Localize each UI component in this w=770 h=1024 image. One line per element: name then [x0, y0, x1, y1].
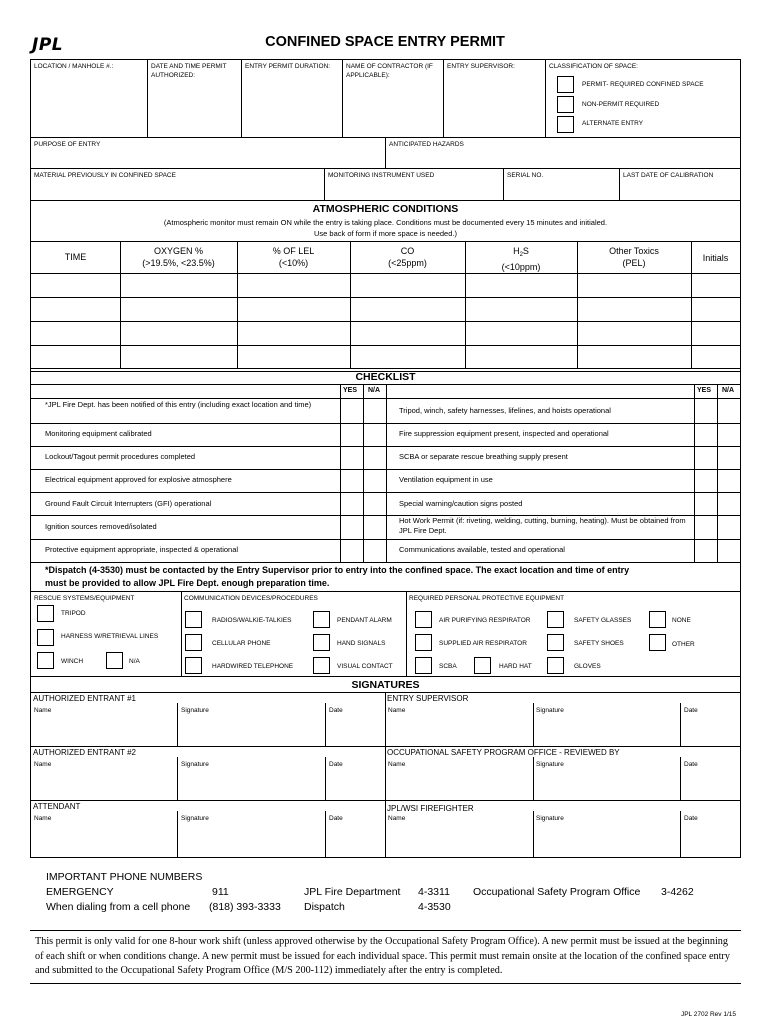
attendant-signature-field[interactable]: Signature	[181, 815, 209, 822]
permit-validity-note: This permit is only valid for one 8-hour work shift (unless approved otherwise by the Occupational Safety Program Office). A new permit must be issued at the beginning of each shift or when conditions change. A new permit must be issued for each individual space. This permit must remain onsite at the location of the confined space entry and submitted to the Occupational Safety Program Office (M/S 200-112) immediately after the entry is completed.	[30, 930, 741, 984]
firefighter-signature-field[interactable]: Signature	[536, 815, 564, 822]
winch-checkbox[interactable]	[37, 652, 54, 669]
radios-checkbox[interactable]	[185, 611, 202, 628]
alternate-entry-checkbox[interactable]	[557, 116, 574, 133]
harness-checkbox[interactable]	[37, 629, 54, 646]
emergency-number: 911	[212, 886, 229, 898]
scba-checkbox[interactable]	[415, 657, 432, 674]
atmospheric-note-2: Use back of form if more space is needed.)	[314, 229, 457, 238]
entrant1-name-field[interactable]: Name	[34, 707, 52, 714]
jpl-logo: JPL	[32, 35, 64, 55]
cellular-label: CELLULAR PHONE	[212, 640, 271, 647]
cell-number: (818) 393-3333	[209, 901, 281, 913]
entrant2-name-field[interactable]: Name	[34, 761, 52, 768]
permit-form	[30, 59, 741, 858]
h2s-header: $H_2S$ (<10ppm)	[501, 246, 541, 272]
firefighter-name-field[interactable]: Name	[388, 815, 406, 822]
check-scba-present: SCBA or separate rescue breathing supply present	[399, 452, 568, 461]
check-tripod-winch: Tripod, winch, safety harnesses, lifelines, and hoists operational	[399, 406, 611, 415]
hazards-field[interactable]: ANTICIPATED HAZARDS	[389, 141, 464, 148]
hand-signals-label: HAND SIGNALS	[337, 640, 386, 647]
scba-label: SCBA	[439, 663, 457, 670]
dispatch-note-1: *Dispatch (4-3530) must be contacted by the Entry Supervisor prior to entry into the confined space. The exact location and time of entry	[45, 565, 630, 575]
form-number: JPL 2702 Rev 1/15	[680, 1011, 736, 1018]
check-protective-equipment: Protective equipment appropriate, inspected & operational	[45, 545, 239, 554]
rescue-na-checkbox[interactable]	[106, 652, 123, 669]
permit-required-checkbox[interactable]	[557, 76, 574, 93]
oxygen-header: OXYGEN % (>19.5%, <23.5%)	[142, 246, 215, 268]
alternate-entry-label: ALTERNATE ENTRY	[582, 120, 644, 127]
osp-date-field[interactable]: Date	[684, 761, 698, 768]
emergency-label: EMERGENCY	[46, 886, 114, 898]
entrant1-signature-field[interactable]: Signature	[181, 707, 209, 714]
safety-glasses-label: SAFETY GLASSES	[574, 617, 632, 624]
air-purifying-label: AIR PURIFYING RESPIRATOR	[439, 617, 531, 624]
dispatch-label: Dispatch	[304, 901, 345, 913]
purpose-row	[31, 138, 740, 169]
check-fire-suppression: Fire suppression equipment present, inspected and operational	[399, 429, 609, 438]
osp-signature-field[interactable]: Signature	[536, 761, 564, 768]
fire-dept-number: 4-3311	[418, 886, 450, 898]
serial-field[interactable]: SERIAL NO.	[504, 169, 620, 200]
visual-label: VISUAL CONTACT	[337, 663, 393, 670]
purpose-field[interactable]: PURPOSE OF ENTRY	[31, 138, 386, 168]
supervisor-field[interactable]: ENTRY SUPERVISOR:	[444, 60, 546, 137]
entrant2-label: AUTHORIZED ENTRANT #2	[33, 748, 136, 757]
check-lockout-tagout: Lockout/Tagout permit procedures completed	[45, 452, 196, 461]
permit-required-label: PERMIT- REQUIRED CONFINED SPACE	[582, 81, 704, 88]
check-monitoring-calibrated: Monitoring equipment calibrated	[45, 429, 152, 438]
harness-label: HARNESS W/RETRIEVAL LINES	[61, 633, 159, 640]
safety-glasses-checkbox[interactable]	[547, 611, 564, 628]
gloves-label: GLOVES	[574, 663, 601, 670]
ppe-other-label: OTHER	[672, 641, 695, 648]
page-title: CONFINED SPACE ENTRY PERMIT	[265, 34, 505, 50]
check-ventilation: Ventilation equipment in use	[399, 475, 493, 484]
air-purifying-checkbox[interactable]	[415, 611, 432, 628]
firefighter-label: JPL/WSI FIREFIGHTER	[387, 804, 474, 813]
tripod-label: TRIPOD	[61, 610, 86, 617]
hardwired-checkbox[interactable]	[185, 657, 202, 674]
hard-hat-checkbox[interactable]	[474, 657, 491, 674]
atmospheric-title: ATMOSPHERIC CONDITIONS	[312, 203, 459, 215]
check-electrical-equipment: Electrical equipment approved for explosive atmosphere	[45, 475, 232, 484]
location-field[interactable]: LOCATION / MANHOLE #.:	[31, 60, 148, 137]
entry-supervisor-label: ENTRY SUPERVISOR	[387, 694, 469, 703]
instrument-field[interactable]: MONITORING INSTRUMENT USED	[325, 169, 504, 200]
supervisor-name-field[interactable]: Name	[388, 707, 406, 714]
check-gfi-operational: Ground Fault Circuit Interrupters (GFI) operational	[45, 499, 212, 508]
check-ignition-sources: Ignition sources removed/isolated	[45, 522, 157, 531]
osp-number: 3-4262	[661, 886, 694, 898]
radios-label: RADIOS/WALKIE-TALKIES	[212, 617, 292, 624]
ppe-none-label: NONE	[672, 617, 691, 624]
supervisor-signature-field[interactable]: Signature	[536, 707, 564, 714]
ppe-title: REQUIRED PERSONAL PROTECTIVE EQUIPMENT	[409, 595, 565, 602]
non-permit-checkbox[interactable]	[557, 96, 574, 113]
time-header: TIME	[64, 252, 87, 262]
winch-label: WINCH	[61, 658, 84, 665]
na-header-left: N/A	[368, 387, 381, 394]
osp-name-field[interactable]: Name	[388, 761, 406, 768]
hard-hat-label: HARD HAT	[499, 663, 532, 670]
safety-shoes-label: SAFETY SHOES	[574, 640, 624, 647]
dispatch-number: 4-3530	[418, 901, 451, 913]
yes-header-right: YES	[697, 387, 712, 394]
date-time-field[interactable]: DATE AND TIME PERMIT AUTHORIZED:	[148, 60, 242, 137]
yes-header-left: YES	[343, 387, 358, 394]
osp-reviewed-label: OCCUPATIONAL SAFETY PROGRAM OFFICE - REVIEWED BY	[387, 748, 620, 757]
other-toxics-header: Other Toxics (PEL)	[609, 246, 659, 268]
cell-label: When dialing from a cell phone	[46, 901, 191, 913]
co-header: CO (<25ppm)	[388, 246, 427, 268]
check-hot-work-permit: Hot Work Permit (if: riveting, welding, cutting, burning, heating). Must be obtained from JPL Fire Dept.	[399, 516, 686, 535]
signatures-title: SIGNATURES	[351, 679, 420, 691]
attendant-date-field[interactable]: Date	[329, 815, 343, 822]
phone-numbers-title: IMPORTANT PHONE NUMBERS	[46, 871, 203, 883]
visual-checkbox[interactable]	[313, 657, 330, 674]
supervisor-date-field[interactable]: Date	[684, 707, 698, 714]
na-header-right: N/A	[722, 387, 735, 394]
duration-field[interactable]: ENTRY PERMIT DURATION:	[242, 60, 343, 137]
rescue-na-label: N/A	[129, 658, 140, 665]
check-warning-signs: Special warning/caution signs posted	[399, 499, 523, 508]
atmospheric-note-1: (Atmospheric monitor must remain ON while the entry is taking place. Conditions must be documented every 15 minutes and initialed.	[163, 218, 608, 227]
fire-dept-label: JPL Fire Department	[304, 886, 401, 898]
safety-shoes-checkbox[interactable]	[547, 634, 564, 651]
pendant-checkbox[interactable]	[313, 611, 330, 628]
entrant1-label: AUTHORIZED ENTRANT #1	[33, 694, 136, 703]
calibration-field[interactable]: LAST DATE OF CALIBRATION	[623, 172, 714, 179]
material-row	[31, 169, 740, 201]
pendant-label: PENDANT ALARM	[337, 617, 392, 624]
ppe-other-checkbox[interactable]	[649, 634, 666, 651]
check-fire-dept-notified: *JPL Fire Dept. has been notified of this entry (including exact location and time)	[45, 400, 312, 409]
non-permit-label: NON-PERMIT REQUIRED	[582, 101, 660, 108]
rescue-title: RESCUE SYSTEMS/EQUIPMENT	[34, 595, 135, 602]
firefighter-date-field[interactable]: Date	[684, 815, 698, 822]
entrant1-date-field[interactable]: Date	[329, 707, 343, 714]
lel-header: % OF LEL (<10%)	[272, 246, 315, 268]
gloves-checkbox[interactable]	[547, 657, 564, 674]
initials-header: Initials	[702, 253, 729, 263]
osp-label: Occupational Safety Program Office	[473, 886, 641, 898]
comm-title: COMMUNICATION DEVICES/PROCEDURES	[184, 595, 318, 602]
dispatch-note-2: must be provided to allow JPL Fire Dept. enough preparation time.	[45, 578, 330, 588]
top-fields-row	[31, 60, 740, 138]
classification-field: CLASSIFICATION OF SPACE: PERMIT- REQUIRED CONFINED SPACE NON-PERMIT REQUIRED ALTERNATE ENTRY	[546, 60, 740, 137]
attendant-label: ATTENDANT	[33, 802, 81, 811]
entrant2-signature-field[interactable]: Signature	[181, 761, 209, 768]
material-field[interactable]: MATERIAL PREVIOUSLY IN CONFINED SPACE	[31, 169, 325, 200]
check-communications: Communications available, tested and operational	[399, 545, 565, 554]
entrant2-date-field[interactable]: Date	[329, 761, 343, 768]
hand-signals-checkbox[interactable]	[313, 634, 330, 651]
hardwired-label: HARDWIRED TELEPHONE	[212, 663, 294, 670]
checklist-title: CHECKLIST	[355, 371, 416, 383]
cellular-checkbox[interactable]	[185, 634, 202, 651]
supplied-air-label: SUPPLIED AIR RESPIRATOR	[439, 640, 527, 647]
attendant-name-field[interactable]: Name	[34, 815, 52, 822]
contractor-field[interactable]: NAME OF CONTRACTOR (IF APPLICABLE):	[343, 60, 444, 137]
ppe-none-checkbox[interactable]	[649, 611, 666, 628]
tripod-checkbox[interactable]	[37, 605, 54, 622]
supplied-air-checkbox[interactable]	[415, 634, 432, 651]
